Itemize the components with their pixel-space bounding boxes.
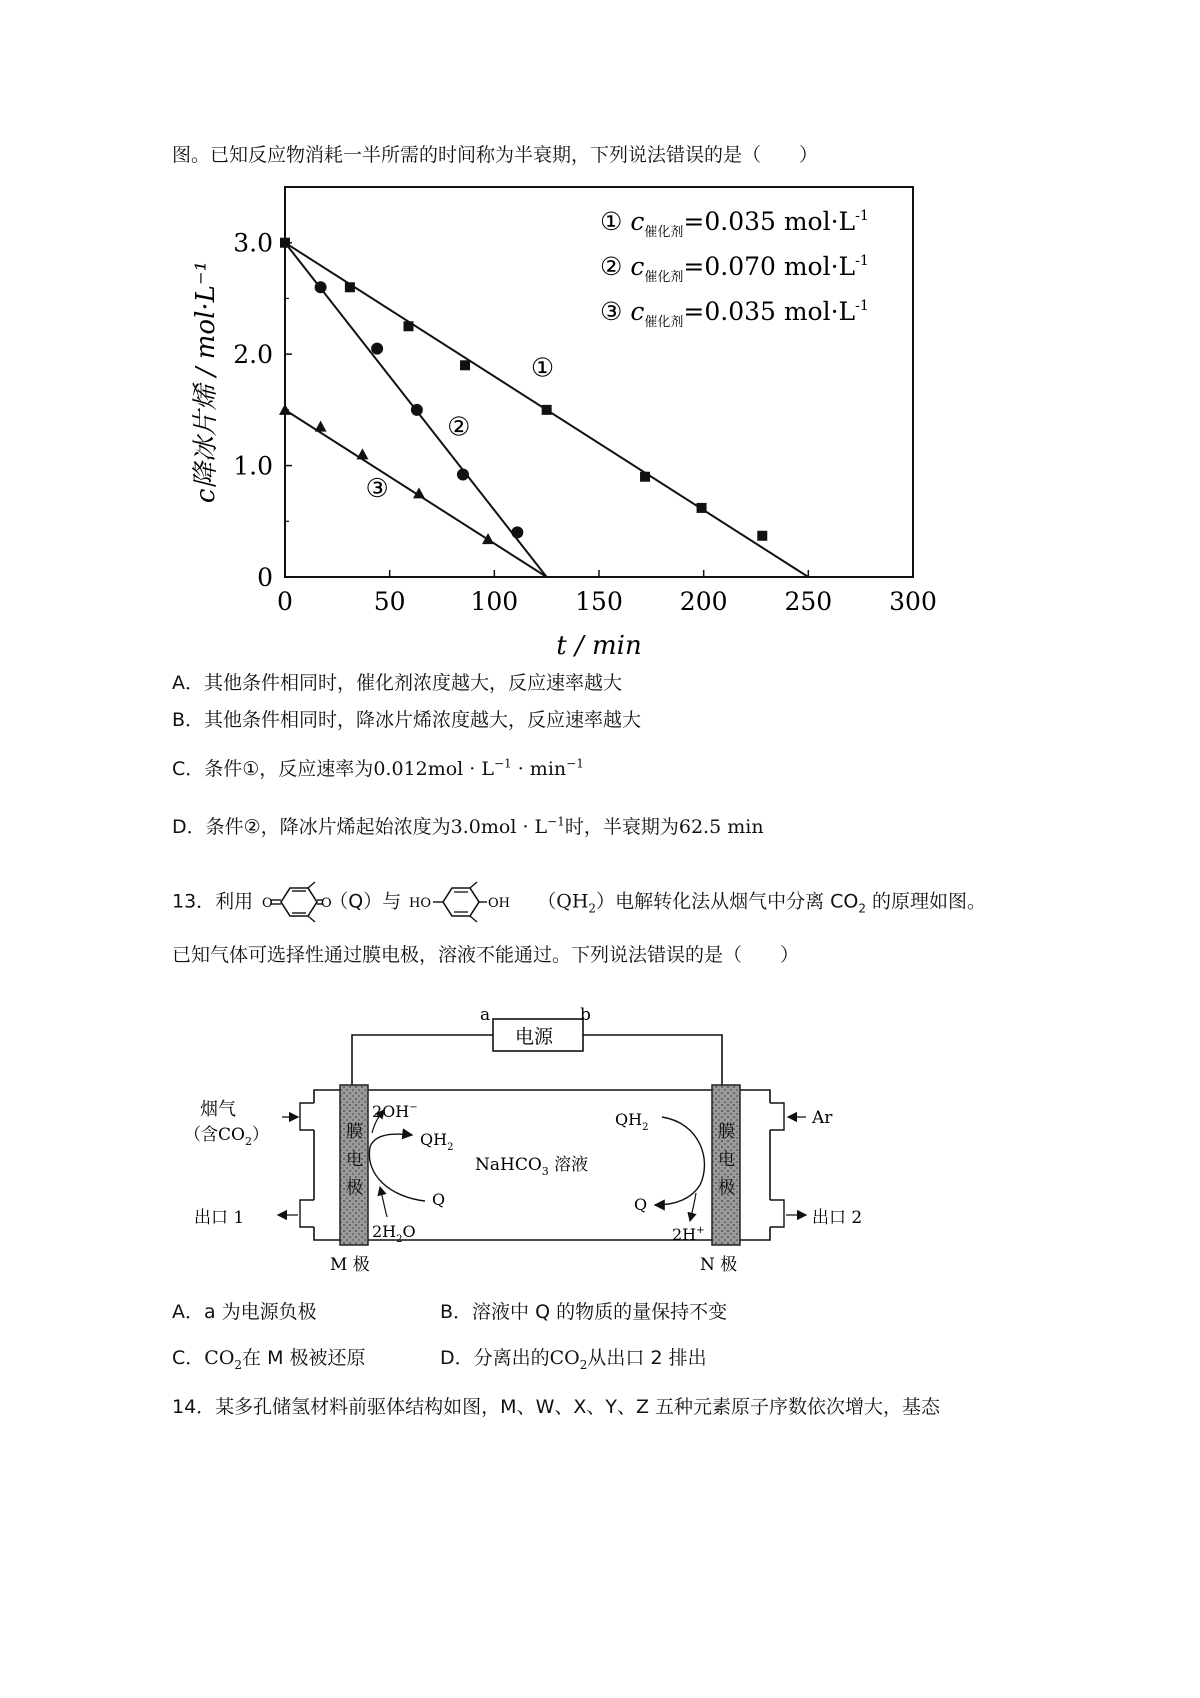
q13-intro-end: 的原理如图。	[865, 890, 987, 913]
series-label-2: ②	[447, 412, 471, 443]
quinone-structure-icon	[259, 880, 332, 924]
data-point-circle	[511, 526, 523, 538]
q14-text: 14．某多孔储氢材料前驱体结构如图，M、W、X、Y、Z 五种元素原子序数依次增大，基态	[172, 1396, 941, 1418]
series-label-3: ③	[365, 473, 389, 504]
x-tick-label: 100	[470, 587, 519, 616]
data-point-square	[640, 472, 650, 482]
x-tick-label: 50	[373, 587, 406, 616]
y-tick-label: 0	[257, 563, 273, 592]
legend-entry: ③ $c_{催化剂}=0.035$ $mol\cdot L^{-1}$	[600, 297, 869, 330]
data-point-triangle	[279, 404, 291, 415]
q-right-label: Q	[634, 1195, 648, 1214]
svg-text:膜: 膜	[718, 1122, 735, 1142]
q12-intro: 图。已知反应物消耗一半所需的时间称为半衰期，下列说法错误的是（ ）	[172, 144, 819, 166]
flue-gas-close: ）	[251, 1125, 269, 1145]
solution-label: NaHCO	[475, 1155, 542, 1175]
legend-entry: ② $c_{催化剂}=0.070$ $mol\cdot L^{-1}$	[600, 252, 869, 285]
q13-option-d-prefix: D．分离出的	[440, 1347, 550, 1369]
h-plus-label: 2H	[672, 1225, 697, 1244]
n-pole-label: N 极	[700, 1255, 738, 1275]
svg-text:QH2: $QH_2$	[615, 1110, 649, 1133]
q13-option-c-tail: 在 M 极被还原	[242, 1347, 366, 1369]
svg-text:O: O	[262, 896, 273, 911]
flue-gas-co2-label: （含CO	[184, 1125, 245, 1145]
svg-text:2H2O: $2H_2O$	[372, 1222, 416, 1245]
x-tick-label: 0	[277, 587, 293, 616]
y-axis-label: c降冰片烯 / mol·L⁻¹	[191, 260, 221, 504]
terminal-a-label: a	[480, 1005, 491, 1025]
svg-text:OH: OH	[488, 896, 511, 911]
h2o-end-label: O	[402, 1222, 416, 1241]
data-point-triangle	[482, 533, 494, 544]
x-tick-label: 300	[889, 587, 937, 616]
data-point-circle	[457, 468, 469, 480]
terminal-b-label: b	[580, 1005, 591, 1025]
solution-end-label: 溶液	[548, 1155, 589, 1175]
svg-text:膜: 膜	[346, 1122, 363, 1142]
qh2-left-label: QH	[420, 1130, 448, 1149]
x-axis-label: t / min	[556, 631, 642, 661]
q12-option-c-prefix: C．条件①，反应速率为	[172, 758, 374, 780]
svg-text:HO: HO	[409, 896, 432, 911]
q12-option-d: D．条件②，降冰片烯起始浓度为$3.0mol \cdot L^{-1}$时，半衰期为62.5 min	[172, 814, 764, 838]
svg-text:极: 极	[346, 1178, 363, 1198]
q13-intro-tail: 电解转化法从烟气中分离 CO	[615, 890, 859, 913]
q12-option-a: A．其他条件相同时，催化剂浓度越大，反应速率越大	[172, 672, 622, 694]
y-tick-label: 3.0	[233, 228, 273, 258]
hydroquinone-structure-icon	[407, 880, 537, 924]
electrolysis-diagram	[0, 965, 1200, 1285]
outlet-2-label: 出口 2	[812, 1208, 863, 1228]
qh2-right-label: QH	[615, 1110, 643, 1129]
svg-text:电: 电	[718, 1150, 735, 1170]
data-point-circle	[411, 404, 423, 416]
svg-text:2H+: 2H+	[672, 1225, 705, 1244]
x-tick-label: 150	[575, 587, 623, 616]
q13-qh2-close: ）	[596, 890, 616, 913]
q13-option-c-co2: CO	[204, 1347, 235, 1369]
svg-text:QH2: $QH_2$	[420, 1130, 454, 1153]
q13-line2: 已知气体可选择性通过膜电极，溶液不能通过。下列说法错误的是（ ）	[172, 944, 800, 966]
q13-option-a: A．a 为电源负极	[172, 1301, 317, 1323]
data-point-square	[345, 282, 355, 292]
q13-option-c: C．$CO_2$在 M 极被还原	[172, 1347, 366, 1372]
ar-label: Ar	[812, 1108, 833, 1128]
svg-text:NaHCO3 溶液: NaHCO$_3$ 溶液	[475, 1155, 589, 1178]
h2o-label: 2H	[372, 1222, 397, 1241]
oh-label: 2OH	[372, 1102, 410, 1121]
q13-option-c-prefix: C．	[172, 1347, 205, 1369]
q12-option-d-prefix: D．条件②，降冰片烯起始浓度为	[172, 816, 451, 838]
series-label-1: ①	[530, 353, 555, 384]
data-point-triangle	[315, 421, 327, 432]
q13-qh2-label: （QH	[537, 890, 589, 913]
q13-number: 13．利用	[172, 890, 254, 913]
q-left-label: Q	[432, 1190, 446, 1209]
y-tick-label: 1.0	[233, 451, 273, 481]
m-pole-label: M 极	[330, 1255, 370, 1275]
q12-option-d-mid: 时，半衰期为	[564, 816, 679, 838]
data-point-square	[757, 531, 767, 541]
q13-option-d-co2: CO	[549, 1347, 580, 1369]
power-source-label: 电源	[515, 1026, 554, 1048]
q13-q-label: （Q）与	[329, 890, 402, 913]
legend-entry: ① $c_{催化剂}=0.035$ $mol\cdot L^{-1}$	[600, 207, 869, 240]
q12-option-c-value: 0.012mol · L	[373, 758, 494, 780]
x-tick-label: 250	[784, 587, 833, 616]
q12-option-b: B．其他条件相同时，降冰片烯浓度越大，反应速率越大	[172, 709, 642, 731]
data-point-square	[404, 321, 414, 331]
svg-text:（含CO2）: （含$CO_2$）	[184, 1125, 269, 1148]
svg-text:极: 极	[718, 1178, 735, 1198]
q12-option-c-tail: · min	[511, 758, 567, 780]
data-point-square	[542, 405, 552, 415]
data-point-triangle	[356, 448, 368, 459]
x-tick-label: 200	[679, 587, 728, 616]
svg-text:电: 电	[346, 1150, 363, 1170]
svg-text:O: O	[321, 896, 332, 911]
outlet-1-label: 出口 1	[194, 1208, 245, 1228]
data-point-square	[460, 360, 470, 370]
q13-line1: 13．利用 O O （Q）与 HO OH $(QH_2)$电解转化法从烟气中分离 $CO_2$ 的原理如图。	[172, 880, 986, 924]
q12-option-d-value: 3.0mol · L	[450, 816, 548, 838]
svg-text:2OH−: 2OH−	[372, 1102, 418, 1121]
data-point-square	[280, 238, 290, 248]
data-point-circle	[371, 343, 383, 355]
y-tick-label: 2.0	[233, 340, 273, 370]
q12-option-c: C．条件①，反应速率为$0.012mol \cdot L^{-1} \cdot \min^{-1}$	[172, 756, 584, 780]
q13-option-d-tail: 从出口 2 排出	[587, 1347, 707, 1369]
flue-gas-label: 烟气	[200, 1099, 236, 1120]
plot-frame	[285, 187, 913, 577]
q12-option-d-end: 62.5 min	[678, 816, 764, 838]
data-point-circle	[315, 281, 327, 293]
data-point-square	[697, 503, 707, 513]
concentration-time-chart	[0, 170, 1200, 850]
q13-option-b: B．溶液中 Q 的物质的量保持不变	[440, 1301, 728, 1323]
q13-option-d: D．分离出的$CO_2$从出口 2 排出	[440, 1347, 707, 1372]
